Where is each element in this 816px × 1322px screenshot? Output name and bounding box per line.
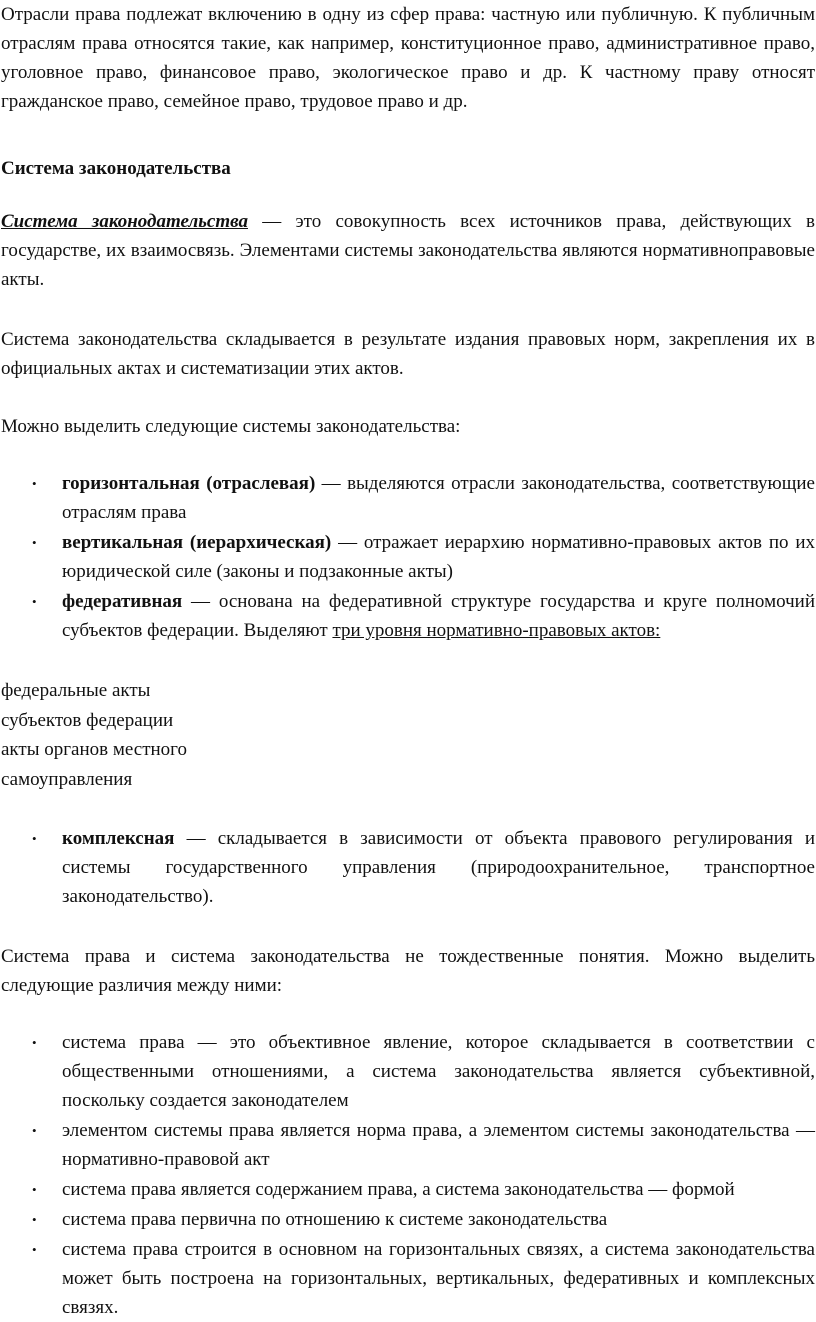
list-item <box>1 1205 815 1234</box>
list-item-text: — выделяются отрасли законодательства, соответствующие отраслям права <box>62 473 815 523</box>
bullet-icon: • <box>32 1182 37 1197</box>
bullet-icon: • <box>32 1035 37 1050</box>
levels-list <box>1 676 815 794</box>
list-item <box>1 587 815 645</box>
list-item-text: система права является содержанием права, а система законодательства — формой <box>62 1179 735 1200</box>
bullet-icon: • <box>32 1123 37 1138</box>
list-item <box>1 1235 815 1322</box>
formation-paragraph: Система законодательства складывается в результате издания правовых норм, закрепления их в официальных актах и систематизации этих актов. <box>1 329 815 379</box>
list-item <box>1 824 815 911</box>
list-item <box>1 469 815 527</box>
list-item <box>1 1028 815 1115</box>
definition-text: — это совокупность всех источников права, действующих в государстве, их взаимосвязь. Элементами системы законодательства являются нормативноправовые акты. <box>1 211 816 290</box>
bullet-icon: • <box>32 1212 37 1227</box>
list-item-text: система права первична по отношению к системе законодательства <box>62 1209 608 1230</box>
list-item-text: элементом системы права является норма права, а элементом системы законодательства — нормативно-правовой акт <box>62 1120 815 1170</box>
list-item <box>1 1175 815 1204</box>
list-item-text: — складывается в зависимости от объекта правового регулирования и системы государственного управления (природоохранительное, транспортное законодательство). <box>62 828 815 907</box>
bullet-icon: • <box>32 831 37 846</box>
list-item-term: вертикальная (иерархическая) <box>62 532 332 553</box>
bullet-icon: • <box>32 594 37 609</box>
systems-list-continued <box>1 824 815 911</box>
level-line: самоуправления <box>1 768 133 790</box>
list-item-text: система права — это объективное явление, которое складывается в соответствии с общественными отношениями, а система законодательства является субъективной, поскольку создается законодателем <box>62 1032 815 1111</box>
difference-paragraph: Система права и система законодательства не тождественные понятия. Можно выделить следующие различия между ними: <box>1 946 815 996</box>
systems-list <box>1 469 815 645</box>
list-item-term: комплексная <box>62 828 175 849</box>
list-item-term: федеративная <box>62 591 183 612</box>
section-heading: Система законодательства <box>1 158 231 179</box>
definition-paragraph <box>1 207 815 294</box>
differences-list <box>1 1028 815 1322</box>
level-line: федеральные акты <box>1 680 151 701</box>
list-item <box>1 1116 815 1174</box>
level-line: субъектов федерации <box>1 709 174 731</box>
bullet-icon: • <box>32 1242 37 1257</box>
list-item-text: — отражает иерархию нормативно-правовых актов по их юридической силе (законы и подзаконные акты) <box>62 532 815 582</box>
list-item <box>1 528 815 586</box>
list-item-text: система права строится в основном на горизонтальных связях, а система законодательства может быть построена на горизонтальных, вертикальных, федеративных и комплексных связях. <box>62 1239 815 1318</box>
bullet-icon: • <box>32 476 37 491</box>
level-line: акты органов местного <box>1 739 188 760</box>
list-item-term: горизонтальная (отраслевая) <box>62 473 316 494</box>
systems-intro: Можно выделить следующие системы законодательства: <box>1 416 461 437</box>
definition-term: Система законодательства <box>1 211 248 232</box>
bullet-icon: • <box>32 535 37 550</box>
list-item-text: — основана на федеративной структуре государства и круге полномочий субъектов федерации. Выделяют <box>62 591 815 641</box>
list-item-underlined: три уровня нормативно-правовых актов: <box>332 620 661 641</box>
intro-paragraph: Отрасли права подлежат включению в одну из сфер права: частную или публичную. К публичным отраслям права относятся такие, как например, конституционное право, административное право, уголовное право, финансовое право, экологическое право и др. К частному праву относят гражданское право, семейное право, трудовое право и др. <box>1 4 815 112</box>
